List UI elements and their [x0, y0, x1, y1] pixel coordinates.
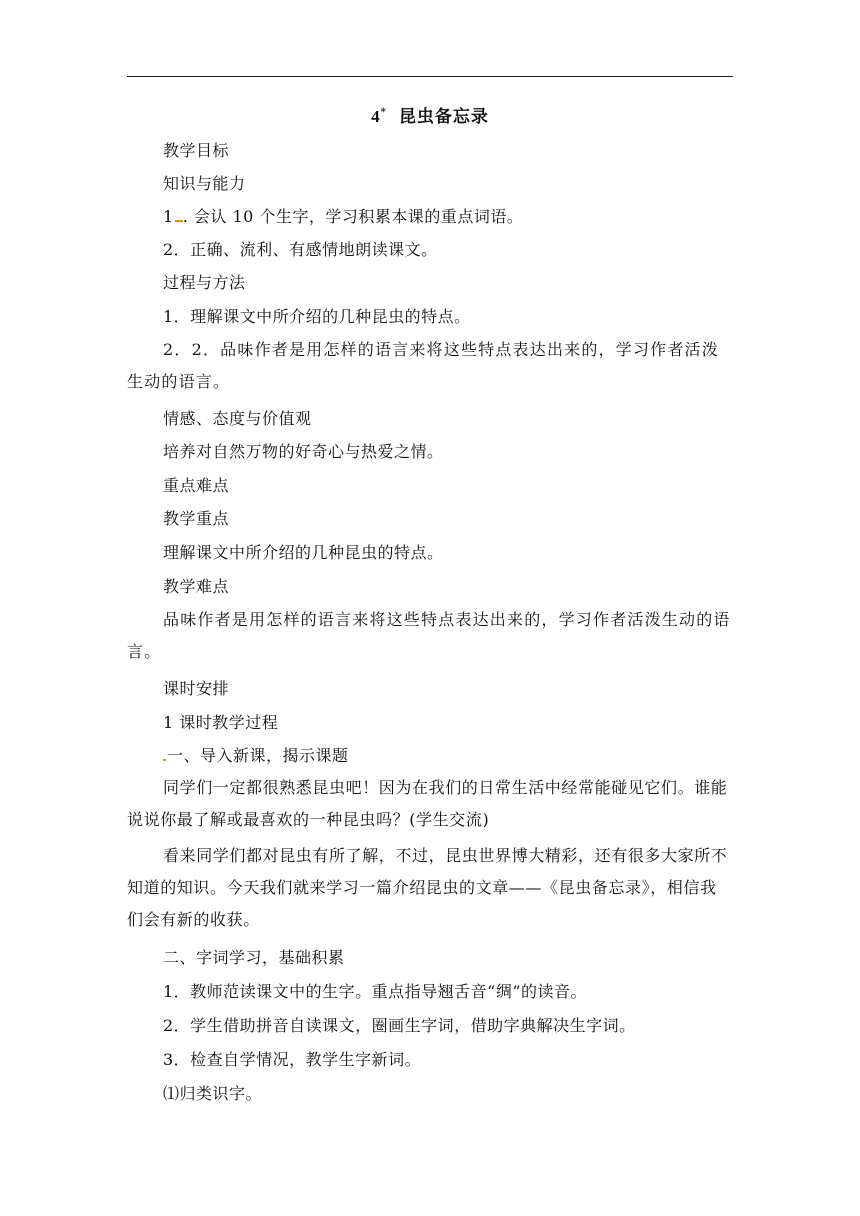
header-rule	[127, 76, 733, 77]
goal-item-1	[163, 207, 523, 227]
heading-process-method: 过程与方法	[163, 273, 246, 292]
heading-key-point: 教学重点	[163, 509, 230, 528]
intro-paragraph-2: 看来同学们都对昆虫有所了解，不过，昆虫世界博大精彩，还有很多大家所不知道的知识。今天我们就来学习一篇介绍昆虫的文章——《昆虫备忘录》，相信我们会有新的收获。	[127, 846, 728, 929]
method-item-1: 1．理解课文中所介绍的几种昆虫的特点。	[163, 307, 471, 326]
goal-item-1-text: . 会认 10 个生字，学习积累本课的重点词语。	[182, 207, 524, 226]
lesson-number: 4	[371, 107, 381, 126]
heading-teaching-goals: 教学目标	[163, 141, 230, 160]
lesson-title-text: 昆虫备忘录	[398, 107, 489, 127]
schedule-text: 1 课时教学过程	[163, 713, 279, 732]
heading-schedule: 课时安排	[163, 679, 230, 698]
goal-item-1-number: 1	[163, 207, 174, 226]
sub-step-1: ⑴归类识字。	[163, 1084, 263, 1103]
key-point-text: 理解课文中所介绍的几种昆虫的特点。	[163, 543, 444, 562]
goal-item-2: 2．正确、流利、有感情地朗读课文。	[163, 240, 438, 259]
optional-lesson-star: *	[380, 107, 387, 119]
highlight-mark	[175, 220, 183, 222]
step-2: 2．学生借助拼音自读课文，圈画生字词，借助字典解决生字词。	[163, 1016, 636, 1035]
section-two-heading: 二、字词学习，基础积累	[163, 948, 345, 967]
step-1: 1．教师范读课文中的生字。重点指导翘舌音“绸”的读音。	[163, 982, 588, 1001]
heading-difficult-point: 教学难点	[163, 577, 230, 596]
heading-emotion-values: 情感、态度与价值观	[163, 409, 312, 428]
section-one-heading-text: 一、导入新课，揭示课题	[167, 746, 349, 765]
lesson-title	[0, 102, 860, 127]
emotion-item: 培养对自然万物的好奇心与热爱之情。	[163, 442, 444, 461]
section-one-heading	[163, 746, 349, 766]
difficult-point-text: 品味作者是用怎样的语言来将这些特点表达出来的，学习作者活泼生动的语言。	[127, 610, 731, 661]
heading-key-difficult: 重点难点	[163, 476, 230, 495]
highlight-mark	[163, 759, 166, 761]
intro-paragraph-1: 同学们一定都很熟悉昆虫吧！因为在我们的日常生活中经常能碰见它们。谁能说说你最了解或最喜欢的一种昆虫吗？(学生交流)	[127, 778, 728, 829]
method-item-2: 2．2．品味作者是用怎样的语言来将这些特点表达出来的，学习作者活泼生动的语言。	[127, 340, 719, 391]
step-3: 3．检查自学情况，教学生字新词。	[163, 1050, 422, 1069]
heading-knowledge-ability: 知识与能力	[163, 174, 246, 193]
